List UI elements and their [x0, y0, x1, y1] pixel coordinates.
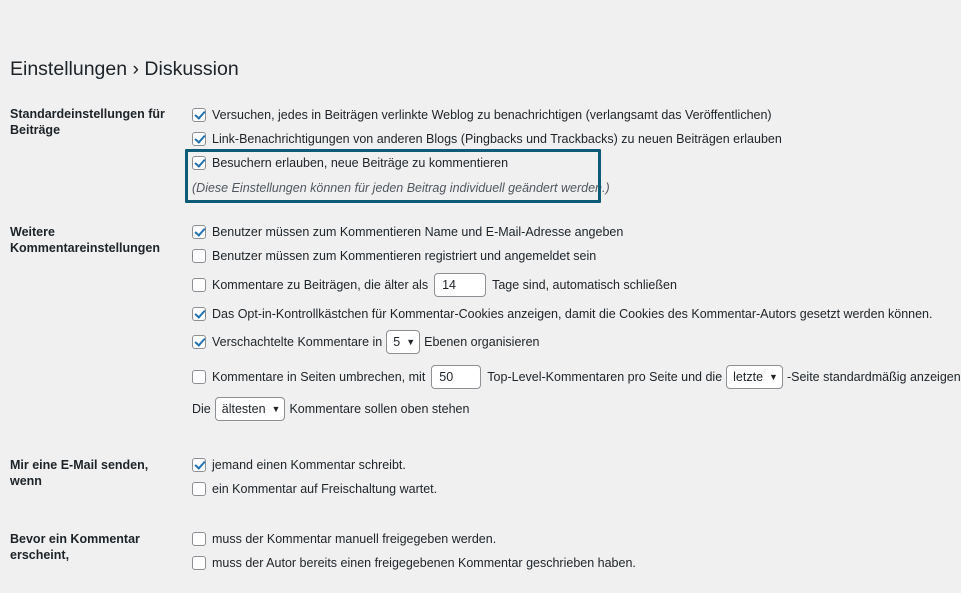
checkbox-previously-approved[interactable]: [192, 556, 206, 570]
checkbox-manual-approval[interactable]: [192, 532, 206, 546]
option-manual-approval-label: muss der Kommentar manuell freigegeben werden.: [212, 532, 497, 546]
checkbox-allow-pingbacks[interactable]: [192, 132, 206, 146]
threaded-label-pre: Verschachtelte Kommentare in: [212, 335, 383, 349]
option-notify-blogs[interactable]: [192, 106, 772, 124]
close-comments-label-post: Tage sind, automatisch schließen: [492, 278, 677, 292]
paged-default-page-select[interactable]: [726, 365, 783, 389]
option-manual-approval[interactable]: [192, 530, 496, 548]
comment-order-select[interactable]: [215, 397, 286, 421]
paged-label-pre: Kommentare in Seiten umbrechen, mit: [212, 370, 426, 384]
threaded-label-post: Ebenen organisieren: [424, 335, 540, 349]
highlight-box: [185, 149, 601, 203]
close-comments-days-input[interactable]: 14: [434, 273, 486, 297]
comment-order-value: ältesten: [221, 402, 266, 416]
option-paged-comments[interactable]: [192, 368, 961, 386]
order-label-post: Kommentare sollen oben stehen: [289, 402, 470, 416]
option-cookies-opt-in-label: Das Opt-in-Kontrollkästchen für Kommentar-Cookies anzeigen, damit die Cookies des Kommentar-Autors gesetzt werden können.: [212, 307, 933, 321]
paged-count-input[interactable]: 50: [431, 365, 481, 389]
chevron-down-icon: ▼: [406, 337, 416, 347]
paged-label-post: -Seite standardmäßig anzeigen: [786, 370, 961, 384]
option-close-comments[interactable]: [192, 276, 677, 294]
option-email-new-comment-label: jemand einen Kommentar schreibt.: [212, 458, 406, 472]
label-before-comment-appears: Bevor ein Kommentar erscheint,: [10, 532, 140, 562]
option-require-name-email[interactable]: [192, 223, 623, 241]
checkbox-require-name-email[interactable]: [192, 225, 206, 239]
option-email-moderation-label: ein Kommentar auf Freischaltung wartet.: [212, 482, 438, 496]
checkbox-notify-blogs[interactable]: [192, 108, 206, 122]
option-allow-pingbacks-label: Link-Benachrichtigungen von anderen Blogs (Pingbacks und Trackbacks) zu neuen Beiträgen erlauben: [212, 132, 782, 146]
page-title: Einstellungen › Diskussion: [10, 58, 239, 80]
threaded-depth-value: 5: [393, 335, 401, 349]
option-threaded-comments[interactable]: [192, 333, 539, 351]
option-require-registration-label: Benutzer müssen zum Kommentieren registriert und angemeldet sein: [212, 249, 597, 263]
checkbox-cookies-opt-in[interactable]: [192, 307, 206, 321]
chevron-down-icon: ▼: [271, 404, 281, 414]
option-notify-blogs-label: Versuchen, jedes in Beiträgen verlinkte Weblog zu benachrichtigen (verlangsamt das Veröffentlichen): [212, 108, 772, 122]
paged-label-mid: Top-Level-Kommentaren pro Seite und die: [487, 370, 723, 384]
paged-default-page-value: letzte: [733, 370, 764, 384]
option-email-new-comment[interactable]: [192, 456, 406, 474]
label-default-settings: Standardeinstellungen für Beiträge: [10, 107, 165, 137]
default-settings-note-text: (Diese Einstellungen können für jeden Beitrag individuell geändert werden.): [192, 181, 610, 195]
checkbox-close-comments[interactable]: [192, 278, 206, 292]
close-comments-label-pre: Kommentare zu Beiträgen, die älter als: [212, 278, 429, 292]
option-require-name-email-label: Benutzer müssen zum Kommentieren Name und E-Mail-Adresse angeben: [212, 225, 624, 239]
checkbox-email-new-comment[interactable]: [192, 458, 206, 472]
label-email-me: Mir eine E-Mail senden, wenn: [10, 458, 149, 488]
order-label-pre: Die: [192, 402, 211, 416]
checkbox-email-moderation[interactable]: [192, 482, 206, 496]
chevron-down-icon: ▼: [769, 372, 778, 382]
option-previously-approved-label: muss der Autor bereits einen freigegebenen Kommentar geschrieben haben.: [212, 556, 636, 570]
option-email-moderation[interactable]: [192, 480, 437, 498]
label-other-comment-settings: Weitere Kommentareinstellungen: [10, 225, 161, 255]
option-comment-order: [192, 400, 469, 418]
threaded-depth-select[interactable]: [386, 330, 420, 354]
checkbox-require-registration[interactable]: [192, 249, 206, 263]
option-require-registration[interactable]: [192, 247, 596, 265]
option-allow-comments-label: Besuchern erlauben, neue Beiträge zu kommentieren: [212, 156, 509, 170]
checkbox-paged-comments[interactable]: [192, 370, 206, 384]
checkbox-threaded-comments[interactable]: [192, 335, 206, 349]
option-allow-pingbacks[interactable]: [192, 130, 782, 148]
option-previously-approved[interactable]: [192, 554, 636, 572]
option-cookies-opt-in[interactable]: [192, 305, 932, 323]
